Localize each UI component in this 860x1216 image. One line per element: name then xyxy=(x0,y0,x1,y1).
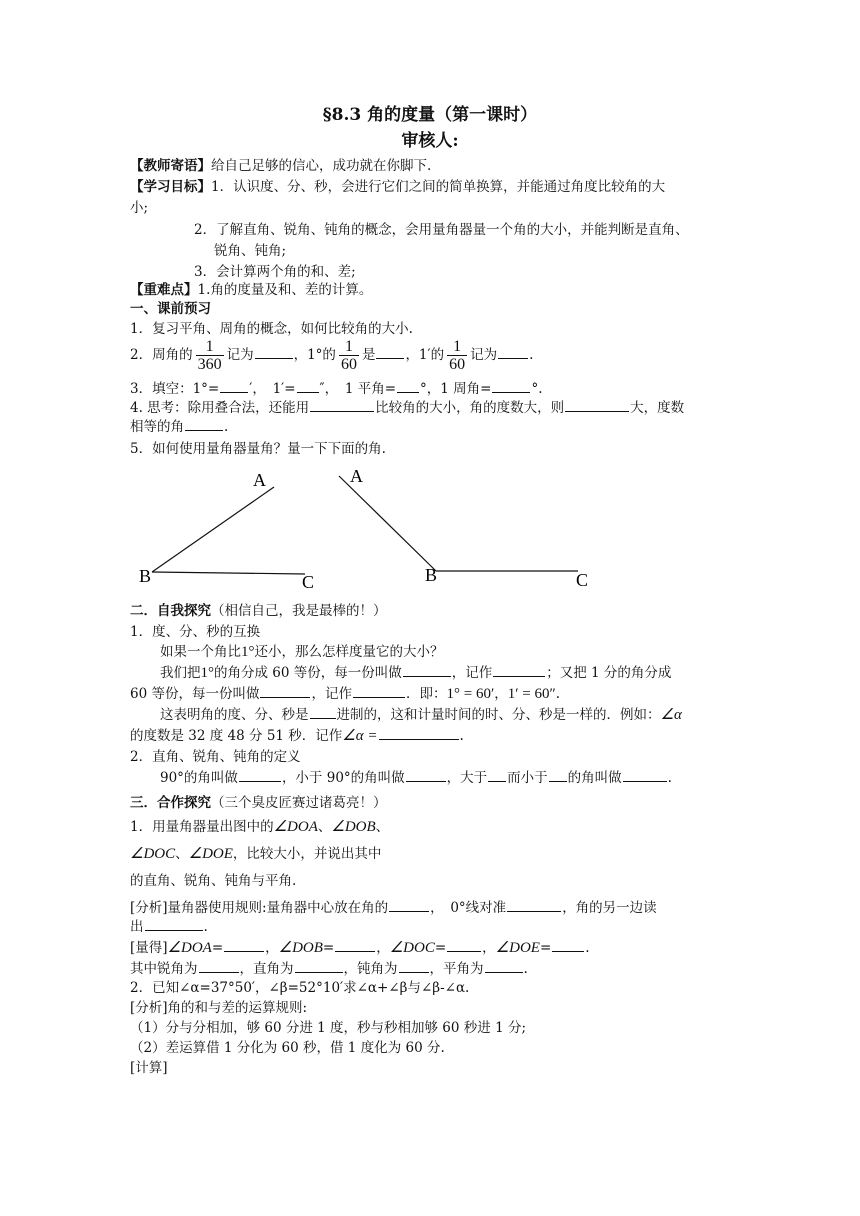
blank[interactable] xyxy=(403,664,451,677)
sep: ， xyxy=(494,686,508,702)
reviewer: 审核人: xyxy=(401,131,459,151)
goals-label: 【学习目标】 xyxy=(130,179,211,195)
q4-text-c: 大，度数 xyxy=(630,400,685,416)
angle-2-label-b: B xyxy=(425,565,438,585)
goal-1-cont: 小; xyxy=(130,200,149,216)
angle-1-label-c: C xyxy=(302,572,315,592)
angle-1-label-b: B xyxy=(139,566,152,586)
def-c: ，大于 xyxy=(446,770,488,786)
blank[interactable] xyxy=(498,346,528,359)
cl-c: ，钝角为 xyxy=(343,961,398,977)
s1-question-1: 1．复习平角、周角的概念，如何比较角的大小. xyxy=(130,321,413,337)
m-doe: ∠DOE xyxy=(495,940,540,956)
m-doa: ∠DOA xyxy=(167,940,212,956)
cl-e: . xyxy=(523,961,528,977)
section-2-heading xyxy=(130,602,387,620)
goal-1 xyxy=(130,178,665,196)
q3-text-d: °，1 周角= xyxy=(420,381,492,397)
blank[interactable] xyxy=(485,960,523,973)
blank[interactable] xyxy=(492,380,530,393)
end: . xyxy=(585,940,590,956)
p1q-b: 还小，那么怎样度量它的大小？ xyxy=(254,644,444,660)
blank[interactable] xyxy=(507,899,561,912)
def-a: 90°的角叫做 xyxy=(160,770,238,786)
t2: 的角分成 60 等份，每一份叫做 xyxy=(214,665,402,681)
angle-1-ray-bc xyxy=(152,572,305,574)
eq: = xyxy=(211,940,224,956)
def-f: . xyxy=(667,770,672,786)
t9: 这表明角的度、分、秒是 xyxy=(160,707,309,723)
s3-question-2: 2．已知∠α=37°50′，∠β=52°10′求∠α+∠β与∠β-∠α. xyxy=(130,980,470,996)
p1q-a: 如果一个角比 xyxy=(160,644,241,660)
q4-text-e: . xyxy=(224,419,229,435)
measure-label: [量得] xyxy=(130,940,168,956)
s2-point-1-line-4 xyxy=(130,727,464,745)
analysis-2: [分析]角的和与差的运算规则: xyxy=(130,1000,308,1016)
blank[interactable] xyxy=(353,685,405,698)
q2-text-e: ，1′的 xyxy=(405,347,445,363)
angle-doc: ∠DOC xyxy=(130,846,176,862)
alpha-eq: ∠α = xyxy=(342,728,378,744)
blank[interactable] xyxy=(399,960,429,973)
an1-d: 出 xyxy=(130,919,144,935)
section-3-title: 三．合作探究 xyxy=(130,795,211,811)
goal-2-cont: 锐角、钝角; xyxy=(214,243,287,259)
def-d: 而小于 xyxy=(507,770,548,786)
s2-point-1-line-2 xyxy=(130,685,560,703)
rule-1: （1）分与分相加，够 60 分进 1 度，秒与秒相加够 60 秒进 1 分; xyxy=(130,1020,527,1036)
s2-point-2-definitions xyxy=(160,769,672,787)
frac3-denominator: 60 xyxy=(449,356,466,373)
q4-text-d: 相等的角 xyxy=(130,419,184,435)
blank[interactable] xyxy=(310,706,336,719)
analysis-1-cont xyxy=(130,918,208,936)
blank[interactable] xyxy=(379,727,459,740)
an1-e: . xyxy=(203,919,208,935)
blank[interactable] xyxy=(145,918,203,931)
frac2-numerator: 1 xyxy=(339,338,359,356)
eq: = xyxy=(322,940,335,956)
angle-dob: ∠DOB xyxy=(331,819,376,835)
key-points xyxy=(130,281,372,299)
s1-question-3 xyxy=(130,380,543,398)
section-2-title: 二．自我探究 xyxy=(130,603,211,619)
q2-text-f: 记为 xyxy=(470,347,498,363)
teacher-message-text: 给自己足够的信心，成功就在你脚下. xyxy=(211,158,432,174)
key-points-label: 【重难点】 xyxy=(130,282,198,298)
blank[interactable] xyxy=(295,960,343,973)
analysis-1 xyxy=(130,899,657,917)
cl-a: 其中锐角为 xyxy=(130,961,198,977)
q3-text-c: ″， 1 平角= xyxy=(319,381,397,397)
q2-text-g: . xyxy=(529,347,534,363)
goal-2: 2．了解直角、锐角、钝角的概念，会用量角器量一个角的大小，并能判断是直角、 xyxy=(194,222,689,238)
t5: 60 等份，每一份叫做 xyxy=(130,686,260,702)
t3: ，记作 xyxy=(451,665,493,681)
s3q1-a: 1．用量角器量出图中的 xyxy=(130,819,274,835)
t11: 的度数是 32 度 48 分 51 秒．记作 xyxy=(130,728,343,744)
s3-question-1-end: 的直角、锐角、钝角与平角. xyxy=(130,873,297,889)
eq: = xyxy=(434,940,447,956)
t10: 进制的，这和计量时间的时、分、秒是一样的．例如： xyxy=(336,707,661,723)
blank[interactable] xyxy=(549,769,567,782)
s2-point-1-question xyxy=(160,643,444,661)
t1-degree: 1° xyxy=(200,665,214,681)
cl-d: ，平角为 xyxy=(429,961,484,977)
q3-text-e: °. xyxy=(531,381,543,397)
key-points-text: 1.角的度量及和、差的计算。 xyxy=(197,282,373,298)
q4-text-a: 4. 思考：除用叠合法，还能用 xyxy=(130,400,310,416)
section-1-heading: 一、课前预习 xyxy=(130,301,211,317)
frac3-numerator: 1 xyxy=(447,338,467,356)
blank[interactable] xyxy=(335,939,375,952)
m-dob: ∠DOB xyxy=(278,940,323,956)
q4-text-b: 比较角的大小，角的度数大，则 xyxy=(375,400,565,416)
angle-2-label-c: C xyxy=(576,570,589,590)
fraction-1-60-b xyxy=(447,338,467,373)
section-2-note: （相信自己，我是最棒的！） xyxy=(211,603,387,619)
q2-text-d: 是 xyxy=(361,347,376,363)
rule-2: （2）差运算借 1 分化为 60 秒，借 1 度化为 60 分. xyxy=(130,1040,445,1056)
frac2-denominator: 60 xyxy=(340,356,357,373)
t12: . xyxy=(459,728,464,744)
section-3-note: （三个臭皮匠赛过诸葛亮！） xyxy=(211,795,387,811)
q2-text-c: ，1°的 xyxy=(293,347,336,363)
teacher-message xyxy=(130,157,431,175)
q3-text-a: 3．填空：1°= xyxy=(130,381,220,397)
blank[interactable] xyxy=(297,380,319,393)
cl-b: ，直角为 xyxy=(239,961,294,977)
p1q-degree: 1° xyxy=(241,644,255,660)
page-title: §8.3 角的度量（第一课时） xyxy=(322,105,538,125)
m-doc: ∠DOC xyxy=(389,940,435,956)
blank[interactable] xyxy=(488,769,506,782)
s3-question-1-cont xyxy=(130,845,381,863)
angle-1-ray-ba xyxy=(152,487,274,572)
eq-degree-minute: 1° = 60′ xyxy=(446,686,495,702)
sep: 、 xyxy=(175,846,189,862)
def-e: 的角叫做 xyxy=(567,770,622,786)
classification xyxy=(130,960,528,978)
measured-values: [量得]∠DOA= ，∠DOB= ，∠DOC= ，∠DOE= . xyxy=(130,940,590,956)
blank[interactable] xyxy=(224,939,264,952)
def-b: ，小于 90°的角叫做 xyxy=(281,770,405,786)
goal-3: 3．会计算两个角的和、差; xyxy=(194,264,356,280)
t7: ．即： xyxy=(405,686,447,702)
s2-point-1-line-3 xyxy=(160,706,682,724)
blank[interactable] xyxy=(623,769,667,782)
s1-question-2 xyxy=(130,337,533,373)
sep: 、 xyxy=(375,819,390,835)
angle-1-label-a: A xyxy=(253,470,266,490)
s2-point-2: 2．直角、锐角、钝角的定义 xyxy=(130,749,301,765)
fraction-1-60-a xyxy=(339,338,359,373)
s1-question-4-cont xyxy=(130,418,228,436)
s2-point-1-line-1 xyxy=(160,664,671,682)
angle-2-ray-ba xyxy=(339,476,436,571)
blank[interactable] xyxy=(260,685,310,698)
an1-a: [分析]量角器使用规则:量角器中心放在角的 xyxy=(130,900,389,916)
an1-c: ，角的另一边读 xyxy=(562,900,657,916)
blank[interactable] xyxy=(447,939,481,952)
blank[interactable] xyxy=(239,769,281,782)
blank[interactable] xyxy=(493,664,545,677)
blank[interactable] xyxy=(376,346,404,359)
s2-point-1: 1．度、分、秒的互换 xyxy=(130,624,261,640)
blank[interactable] xyxy=(255,346,293,359)
angle-2-label-a: A xyxy=(350,466,363,486)
angle-doa: ∠DOA xyxy=(273,819,318,835)
t8: . xyxy=(555,686,561,702)
blank[interactable] xyxy=(310,399,374,412)
t6: ，记作 xyxy=(311,686,352,702)
goal-1-text: 1．认识度、分、秒，会进行它们之间的简单换算，并能通过角度比较角的大 xyxy=(211,179,666,195)
blank[interactable] xyxy=(552,939,584,952)
blank[interactable] xyxy=(185,418,223,431)
section-3-heading xyxy=(130,794,387,812)
blank[interactable] xyxy=(220,380,248,393)
alpha-angle: ∠α xyxy=(660,707,682,723)
teacher-message-label: 【教师寄语】 xyxy=(130,158,211,174)
s1-question-4 xyxy=(130,399,684,417)
t1: 我们把 xyxy=(160,665,201,681)
s3q1-b: ，比较大小，并说出其中 xyxy=(232,846,382,862)
eq: = xyxy=(539,940,552,956)
q3-text-b: ′， 1′= xyxy=(249,381,296,397)
blank[interactable] xyxy=(406,769,446,782)
frac1-numerator: 1 xyxy=(196,338,224,356)
t4: ；又把 1 分的角分成 xyxy=(546,665,672,681)
blank[interactable] xyxy=(397,380,419,393)
q2-text-a: 2．周角的 xyxy=(130,347,193,363)
frac1-denominator: 360 xyxy=(197,356,222,373)
blank[interactable] xyxy=(199,960,239,973)
calculation-label: [计算] xyxy=(130,1060,168,1076)
angle-figures xyxy=(0,460,860,595)
angle-doe: ∠DOE xyxy=(188,846,233,862)
q2-text-b: 记为 xyxy=(226,347,254,363)
blank[interactable] xyxy=(389,899,429,912)
blank[interactable] xyxy=(565,399,629,412)
s1-question-5: 5．如何使用量角器量角？量一下下面的角. xyxy=(130,441,386,457)
an1-b: ， 0°线对准 xyxy=(430,900,507,916)
s3-question-1 xyxy=(130,818,389,836)
sep: 、 xyxy=(317,819,332,835)
fraction-1-360 xyxy=(196,338,224,373)
eq-minute-second: 1′ = 60″ xyxy=(507,686,556,702)
